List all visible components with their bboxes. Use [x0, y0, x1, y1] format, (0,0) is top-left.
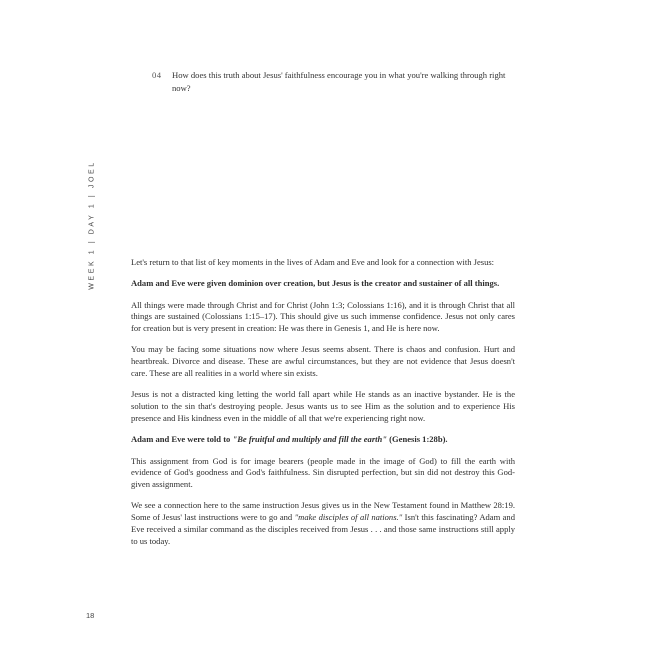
paragraph-creation: All things were made through Christ and for Christ (John 1:3; Colossians 1:16), and it is through Christ that all things are sustained (Colossians 1:15–17). This should give us such immense confidence. Jesus not only cares for creation but is very present in creation: He was there in Genesis 1, and He is here now. [131, 299, 515, 334]
paragraph-intro: Let's return to that list of key moments in the lives of Adam and Eve and look for a connection with Jesus: [131, 257, 495, 267]
heading-fruitful-lead: Adam and Eve were told to [131, 434, 233, 445]
heading-fruitful-reference: (Genesis 1:28b). [387, 434, 448, 445]
running-header [86, 160, 98, 290]
connection-lead: We see a connection here to the same instruction Jesus gives us in the New Testament found in Matthew 28:19. Some of Jesus' last instructions were to go and [131, 500, 515, 523]
heading-fruitful-quote: "Be fruitful and multiply and fill the earth" [232, 434, 388, 445]
paragraph-heading-fruitful [131, 434, 515, 446]
paragraph-assignment: This assignment from God is for image bearers (people made in the image of God) to fill the earth with evidence of God's goodness and God's faithfulness. Sin disrupted perfection, but sin did not destroy this God-given assignment. [131, 455, 515, 490]
body-text [131, 257, 515, 557]
question-number: 04 [152, 70, 162, 80]
connection-rest: Isn't this fascinating? Adam and Eve received a similar command as the disciples received from Jesus . . . and those same instructions still apply to us today. [131, 512, 515, 546]
reflection-question [152, 69, 524, 95]
question-text: How does this truth about Jesus' faithfulness encourage you in what you're walking through right now? [172, 70, 506, 93]
running-header-text: WEEK 1 | DAY 1 | JOEL [88, 160, 96, 290]
paragraph-connection [131, 500, 515, 547]
page-number: 18 [86, 611, 95, 620]
connection-quote: "make disciples of all nations." [294, 512, 403, 523]
paragraph-situations: You may be facing some situations now where Jesus seems absent. There is chaos and confusion. Hurt and heartbreak. Divorce and disease. These are awful circumstances, but they are not evidence that Jesus doesn't care. These are all realities in a world where sin exists. [131, 344, 515, 379]
paragraph-heading-dominion: Adam and Eve were given dominion over creation, but Jesus is the creator and sustainer of all things. [131, 278, 500, 289]
paragraph-solution: Jesus is not a distracted king letting the world fall apart while He stands as an inactive bystander. He is the solution to the sin that's destroying people. Jesus wants us to see Him as the solution and to experience His presence and His kindness even in the middle of all that we're experiencing right now. [131, 389, 515, 423]
